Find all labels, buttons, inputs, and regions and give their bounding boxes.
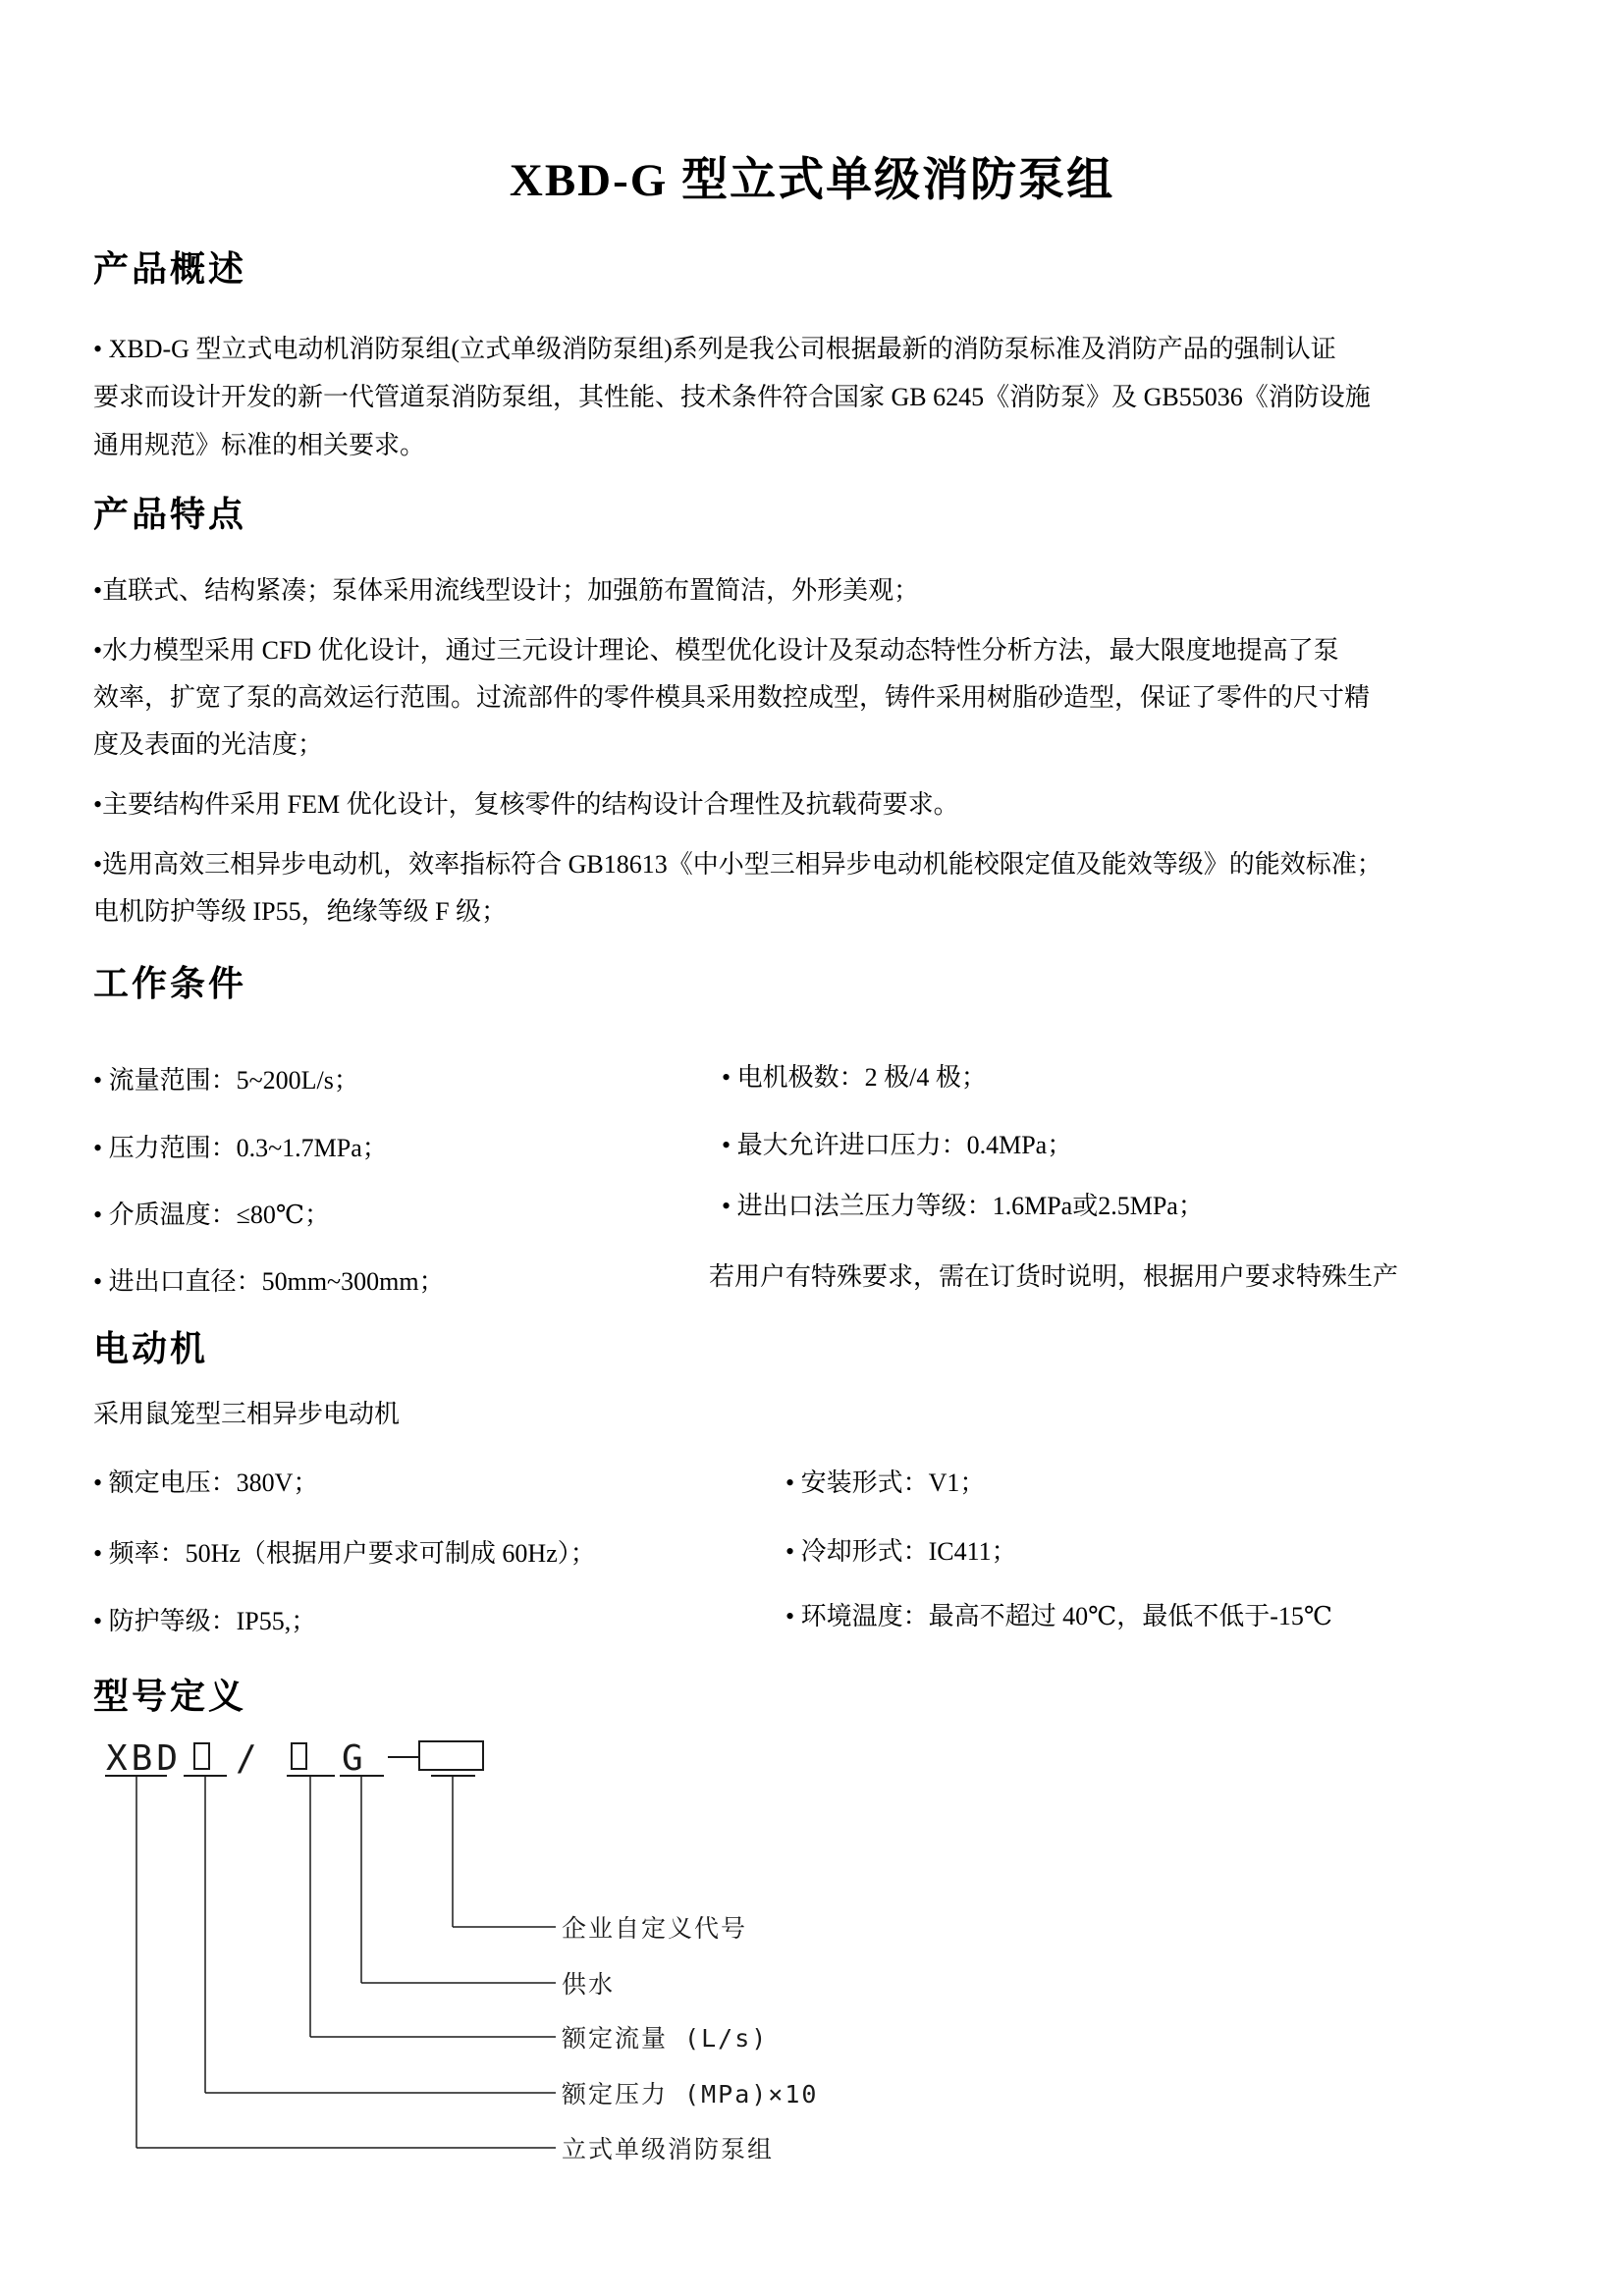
feature-line: •选用高效三相异步电动机，效率指标符合 GB18613《中小型三相异步电动机能校限定值及能效等级》的能效标准； [93, 850, 1382, 879]
condition-item: • 进出口直径：50mm~300mm； [93, 1267, 445, 1296]
condition-item: • 介质温度：≤80℃； [93, 1201, 330, 1229]
motor-spec-item: • 额定电压：380V； [93, 1468, 319, 1497]
condition-item: • 流量范围：5~200L/s； [93, 1066, 359, 1095]
feature-item [93, 627, 1537, 769]
section-heading-overview: 产品概述 [93, 249, 247, 289]
feature-line: 电机防护等级 IP55，绝缘等级 F 级； [93, 897, 508, 926]
motor-spec-item: • 频率：50Hz（根据用户要求可制成 60Hz）； [93, 1539, 596, 1568]
diagram-label-water-supply: 供水 [562, 1970, 616, 1999]
motor-spec-item: • 安装形式：V1； [785, 1468, 986, 1497]
motor-intro: 采用鼠笼型三相异步电动机 [93, 1400, 401, 1428]
diagram-label-rated-flow: 额定流量 (L/s) [562, 2024, 769, 2053]
diagram-label-rated-pressure: 额定压力 (MPa)×10 [562, 2080, 819, 2109]
feature-line: 效率，扩宽了泵的高效运行范围。过流部件的零件模具采用数控成型，铸件采用树脂砂造型，保证了零件的尺寸精 [93, 683, 1371, 712]
diagram-label-enterprise-code: 企业自定义代号 [562, 1914, 748, 1943]
overview-paragraph [93, 325, 1537, 469]
feature-list [93, 567, 1537, 948]
model-code-slash: / [236, 1738, 257, 1779]
section-heading-working-conditions: 工作条件 [93, 964, 247, 1003]
model-code-prefix: XBD [106, 1738, 183, 1779]
special-order-note: 若用户有特殊要求，需在订货时说明，根据用户要求特殊生产 [709, 1262, 1399, 1291]
feature-item [93, 841, 1537, 935]
model-code-suffix-box [419, 1741, 483, 1770]
model-code-placeholder-box [292, 1743, 306, 1769]
condition-item: • 进出口法兰压力等级：1.6MPa或2.5MPa； [722, 1192, 1204, 1220]
diagram-leader-lines [136, 1776, 556, 2148]
section-heading-features: 产品特点 [93, 495, 247, 534]
motor-spec-item: • 冷却形式：IC411； [785, 1537, 1017, 1566]
feature-line: •主要结构件采用 FEM 优化设计，复核零件的结构设计合理性及抗载荷要求。 [93, 790, 959, 819]
section-heading-motor: 电动机 [93, 1329, 209, 1368]
model-code-suffix: G [342, 1738, 363, 1779]
diagram-label-pump-group-type: 立式单级消防泵组 [562, 2135, 775, 2163]
paragraph-line: 要求而设计开发的新一代管道泵消防泵组，其性能、技术条件符合国家 GB 6245《消防泵》及 GB55036《消防设施 [93, 383, 1371, 411]
condition-item: • 电机极数：2 极/4 极； [722, 1063, 987, 1092]
feature-line: 度及表面的光洁度； [93, 730, 324, 759]
model-code-placeholder-box [194, 1743, 209, 1769]
motor-spec-item: • 环境温度：最高不超过 40℃，最低不低于-15℃ [785, 1602, 1332, 1630]
section-heading-model-definition: 型号定义 [93, 1677, 247, 1716]
feature-item [93, 781, 1537, 828]
feature-line: •直联式、结构紧凑；泵体采用流线型设计；加强筋布置简洁，外形美观； [93, 576, 920, 605]
paragraph-line: 通用规范》标准的相关要求。 [93, 431, 426, 459]
paragraph-line: • XBD-G 型立式电动机消防泵组(立式单级消防泵组)系列是我公司根据最新的消防泵标准及消防产品的强制认证 [93, 335, 1336, 363]
page-title: XBD-G 型立式单级消防泵组 [509, 155, 1115, 206]
feature-line: •水力模型采用 CFD 优化设计，通过三元设计理论、模型优化设计及泵动态特性分析方法，最大限度地提高了泵 [93, 636, 1339, 665]
model-definition-diagram [0, 1718, 884, 2199]
condition-item: • 压力范围：0.3~1.7MPa； [93, 1134, 388, 1162]
condition-item: • 最大允许进口压力：0.4MPa； [722, 1131, 1073, 1159]
feature-item [93, 567, 1537, 614]
motor-spec-item: • 防护等级：IP55,； [93, 1607, 317, 1635]
